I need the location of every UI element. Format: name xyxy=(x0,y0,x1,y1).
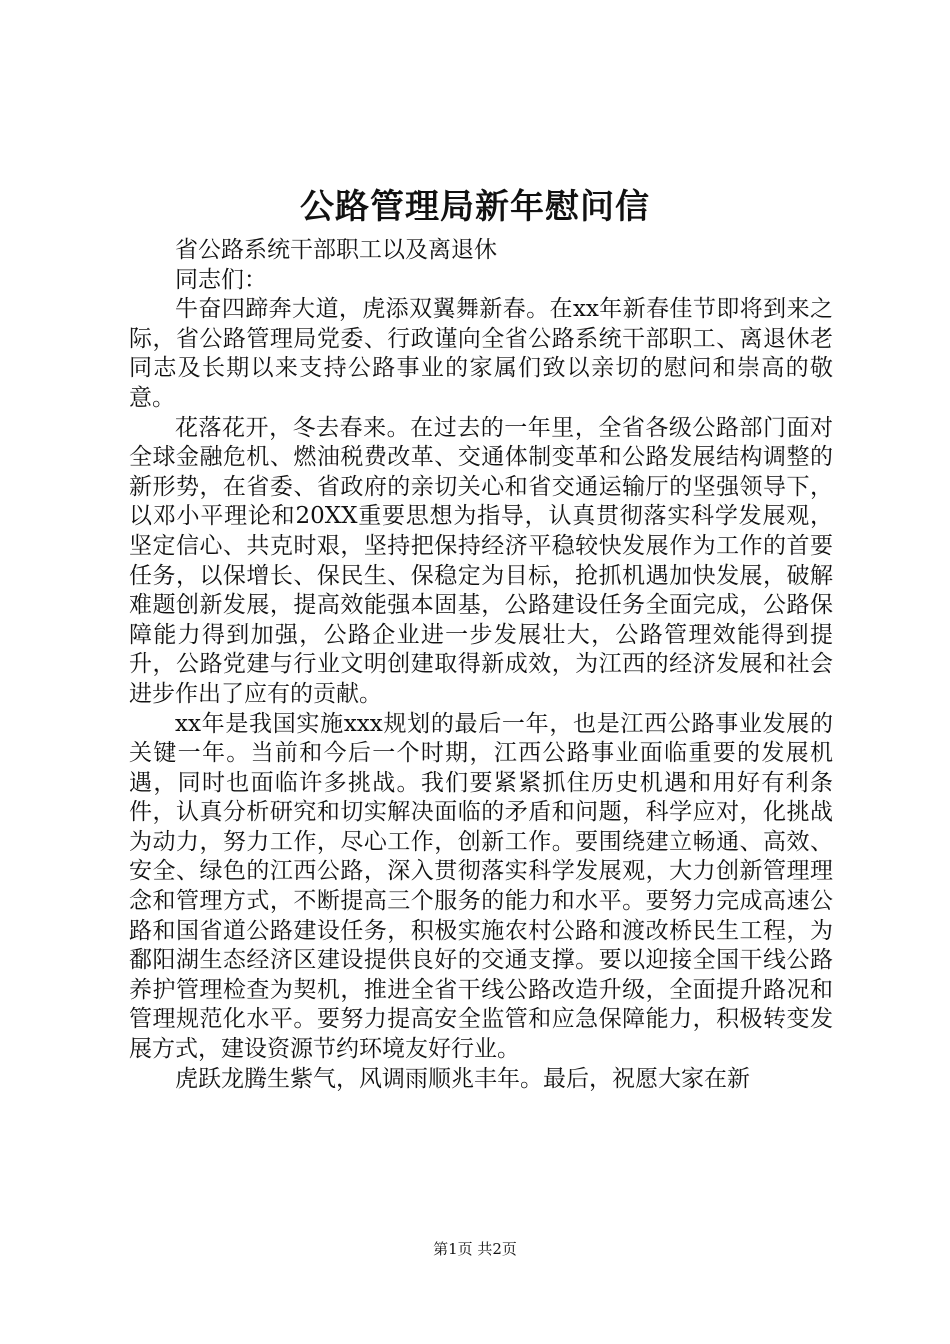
salutation-line-2: 同志们： xyxy=(175,266,267,293)
paragraph: 花落花开，冬去春来。在过去的一年里，全省各级公路部门面对全球金融危机、燃油税费改革、交通体制变革和公路发展结构调整的新形势，在省委、省政府的亲切关心和省交通运输厅的坚强领导下，以邓小平理论和20XX重要思想为指导，认真贯彻落实科学发展观，坚定信心、共克时艰，坚持把保持经济平稳较快发展作为工作的首要任务，以保增长、保民生、保稳定为目标，抢抓机遇加快发展，破解难题创新发展，提高效能强本固基，公路建设任务全面完成，公路保障能力得到加强，公路企业进一步发展壮大，公路管理效能得到提升，公路党建与行业文明创建取得新成效，为江西的经济发展和社会进步作出了应有的贡献。 xyxy=(129,414,833,707)
paragraph: 虎跃龙腾生紫气，风调雨顺兆丰年。最后，祝愿大家在新 xyxy=(175,1065,750,1092)
paragraph: 牛奋四蹄奔大道，虎添双翼舞新春。在xx年新春佳节即将到来之际，省公路管理局党委、行政谨向全省公路系统干部职工、离退休老同志及长期以来支持公路事业的家属们致以亲切的慰问和崇高的敬意。 xyxy=(129,296,833,411)
document-title: 公路管理局新年慰问信 xyxy=(300,187,650,227)
paragraph: xx年是我国实施xxx规划的最后一年，也是江西公路事业发展的关键一年。当前和今后一个时期，江西公路事业面临重要的发展机遇，同时也面临许多挑战。我们要紧紧抓住历史机遇和用好有利条件，认真分析研究和切实解决面临的矛盾和问题，科学应对，化挑战为动力，努力工作，尽心工作，创新工作。要围绕建立畅通、高效、安全、绿色的江西公路，深入贯彻落实科学发展观，大力创新管理理念和管理方式，不断提高三个服务的能力和水平。要努力完成高速公路和国省道公路建设任务，积极实施农村公路和渡改桥民生工程，为鄱阳湖生态经济区建设提供良好的交通支撑。要以迎接全国干线公路养护管理检查为契机，推进全省干线公路改造升级，全面提升路况和管理规范化水平。要努力提高安全监管和应急保障能力，积极转变发展方式，建设资源节约环境友好行业。 xyxy=(129,710,833,1063)
document-body xyxy=(129,236,833,1094)
salutation-line-1: 省公路系统干部职工以及离退休 xyxy=(175,237,497,263)
page-footer: 第1页 共2页 xyxy=(433,1240,517,1258)
